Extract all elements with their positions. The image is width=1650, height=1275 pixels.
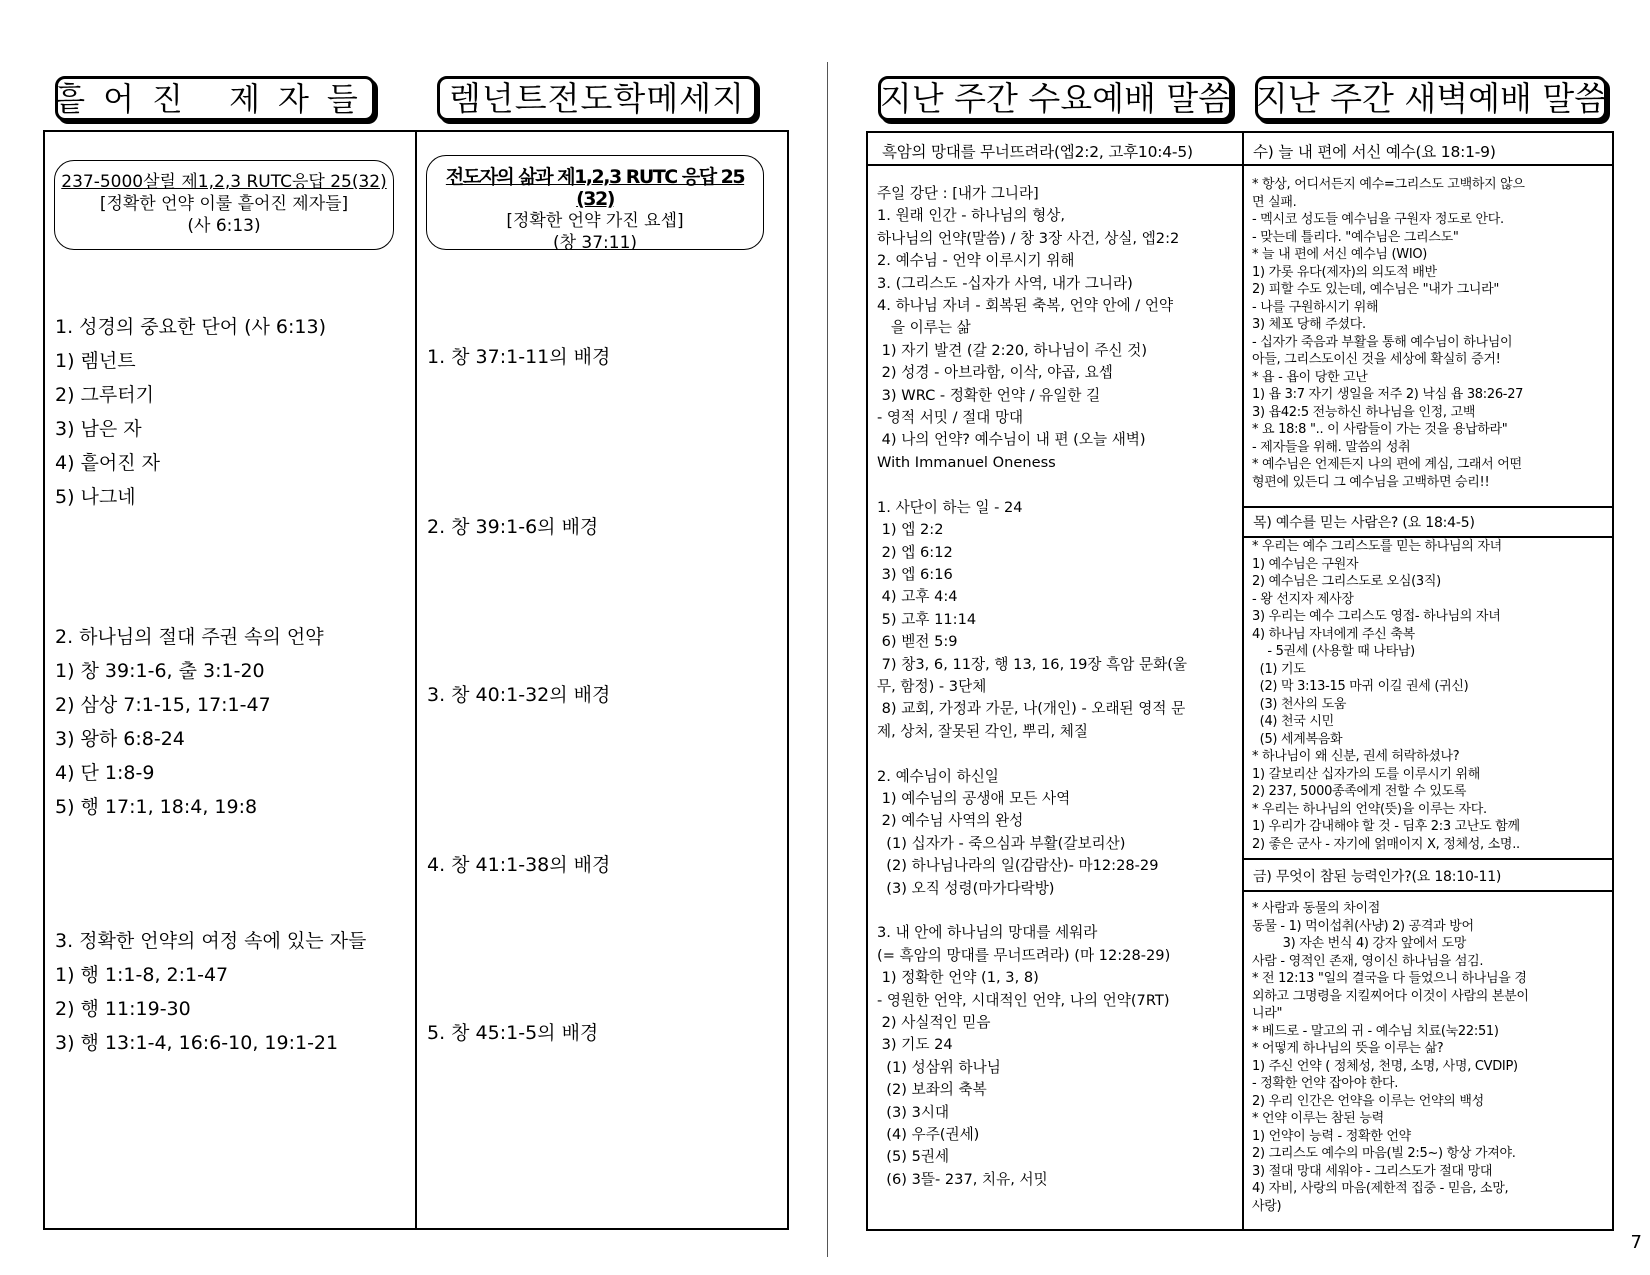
wed-sermon-line: (4) 우주(권세) (877, 1126, 980, 1144)
dawn-sec2-line: (3) 천사의 도움 (1252, 696, 1347, 712)
wed-sermon-line: 7) 창3, 6, 11장, 행 13, 16, 19장 흑암 문화(울 (877, 655, 1187, 673)
dawn-sec1-line: * 욥 - 욥이 당한 고난 (1252, 369, 1368, 385)
dawn-sec3-line: - 정확한 언약 잡아야 한다. (1252, 1076, 1399, 1091)
wed-sermon-line: 2) 사실적인 믿음 (877, 1014, 991, 1032)
remnant-outline-item: 5. 창 45:1-5의 배경 (427, 1022, 599, 1044)
wed-sermon-line: (2) 하나님나라의 일(감람산)- 마12:28-29 (877, 857, 1159, 875)
scattered-outline-item: 3) 남은 자 (55, 418, 142, 440)
wed-sermon-line: 2) 성경 - 아브라함, 이삭, 야곱, 요셉 (877, 364, 1113, 382)
dawn-sec2-line: 4) 하나님 자녀에게 주신 축복 (1252, 626, 1415, 642)
wed-sermon-line: 3) WRC - 정확한 언약 / 유일한 길 (877, 386, 1101, 404)
wed-sermon-line: 3. 내 안에 하나님의 망대를 세워라 (877, 924, 1098, 942)
wed-sermon-body (877, 183, 1237, 1191)
wed-sermon-line: With Immanuel Oneness (877, 453, 1056, 471)
dawn-sec1-line: * 항상, 어디서든지 예수=그리스도 고백하지 않으 (1252, 177, 1525, 192)
dawn-sec3-line: * 언약 이루는 참된 능력 (1252, 1111, 1384, 1126)
title-dawn-sermon (1255, 76, 1607, 121)
left-panel-divider (415, 130, 417, 1230)
wed-sermon-line: (6) 3뜰- 237, 치유, 서밋 (877, 1170, 1048, 1188)
dawn-sec2-line: 1) 우리가 감내해야 할 것 - 딤후 2:3 고난도 함께 (1252, 819, 1520, 834)
dawn-sec3-line: 사랑) (1252, 1198, 1282, 1214)
wed-sermon-line: 주일 강단 : [내가 그니라] (877, 185, 1039, 202)
wed-sermon-line (877, 743, 1237, 765)
dawn-sec3-line: 3) 자손 번식 4) 강자 앞에서 도망 (1252, 936, 1466, 951)
page-number: 7 (1630, 1232, 1642, 1253)
scattered-outline-item: 1) 렘넌트 (55, 350, 136, 372)
scattered-outline-item: 2) 그루터기 (55, 384, 154, 406)
wed-sermon-line: (2) 보좌의 축복 (877, 1081, 987, 1099)
dawn-sec1-line: - 십자가 죽음과 부활을 통해 예수님이 하나님이 (1252, 334, 1513, 350)
wed-sermon-line: 3) 엡 6:16 (877, 565, 953, 583)
remnant-outline-item: 2. 창 39:1-6의 배경 (427, 516, 599, 538)
wed-sermon-line: 1) 정확한 언약 (1, 3, 8) (877, 969, 1039, 987)
dawn-sec1-line: 2) 피할 수도 있는데, 예수님은 "내가 그니라" (1252, 282, 1500, 297)
dawn-sec1-header: 수) 늘 내 편에 서신 예수(요 18:1-9) (1253, 143, 1496, 161)
title-scattered-disciples (55, 76, 375, 121)
dawn-sec2-body (1252, 538, 1608, 853)
wed-sermon-line: 을 이루는 삶 (877, 319, 971, 337)
dawn-sec2-top-rule (1242, 506, 1614, 508)
wed-sermon-line: 1. 원래 인간 - 하나님의 형상, (877, 207, 1066, 225)
dawn-sec3-line: 3) 절대 망대 세워야 - 그리스도가 절대 망대 (1252, 1163, 1493, 1179)
wed-sermon-line: (5) 5권세 (877, 1148, 950, 1166)
dawn-sec1-line: 1) 욥 3:7 자기 생일을 저주 2) 낙심 욥 38:26-27 (1252, 387, 1524, 402)
wed-sermon-line: (1) 십자가 - 죽으심과 부활(갈보리산) (877, 834, 1126, 852)
remnant-outline-item: 4. 창 41:1-38의 배경 (427, 854, 611, 876)
dawn-sec3-line: 외하고 그명령을 지킬찌어다 이것이 사람의 본분이 (1252, 988, 1529, 1004)
dawn-sec1-line: 3) 욥42:5 전능하신 하나님을 인정, 고백 (1252, 404, 1476, 420)
remnant-topic-box (426, 155, 764, 253)
remnant-outline-item: 3. 창 40:1-32의 배경 (427, 684, 611, 706)
scattered-outline-item: 5) 나그네 (55, 486, 136, 508)
scattered-topic-line3: (사 6:13) (187, 216, 261, 236)
wed-sermon-line: - 영원한 언약, 시대적인 언약, 나의 언약(7RT) (877, 991, 1170, 1009)
dawn-sec2-line: - 왕 선지자 제사장 (1252, 591, 1354, 607)
page-fold-divider (827, 62, 828, 1257)
wed-sermon-line: 2) 예수님 사역의 완성 (877, 812, 1024, 830)
wed-sermon-header: 흑암의 망대를 무너뜨려라(엡2:2, 고후10:4-5) (882, 143, 1193, 161)
dawn-sec3-line: 사람 - 영적인 존재, 영이신 하나님을 섬김. (1252, 953, 1484, 969)
scattered-outline-item: 1) 창 39:1-6, 출 3:1-20 (55, 660, 265, 682)
wed-sermon-line: 5) 고후 11:14 (877, 610, 977, 628)
wed-sermon-line (877, 900, 1237, 922)
wed-sermon-line: (1) 성삼위 하나님 (877, 1058, 1001, 1076)
remnant-topic-line3: (창 37:11) (552, 233, 638, 253)
wed-sermon-line: (= 흑암의 망대를 무너뜨려라) (마 12:28-29) (877, 946, 1171, 964)
title-scattered-text: 흩어진 제자들 (54, 79, 376, 118)
dawn-sec2-line: 1) 갈보리산 십자가의 도를 이루시기 위해 (1252, 766, 1481, 782)
wed-sermon-line: 3) 기도 24 (877, 1036, 953, 1054)
dawn-sec1-line: - 제자들을 위해. 말씀의 성취 (1252, 439, 1411, 455)
wed-sermon-line: - 영적 서밋 / 절대 망대 (877, 409, 1024, 427)
scattered-outline-item: 3) 왕하 6:8-24 (55, 728, 185, 750)
dawn-sec1-line: 3) 체포 당해 주셨다. (1252, 317, 1366, 332)
scattered-outline-item: 3. 정확한 언약의 여정 속에 있는 자들 (55, 930, 367, 952)
dawn-sec3-header: 금) 무엇이 참된 능력인가?(요 18:10-11) (1253, 869, 1502, 885)
wed-sermon-line: 제, 상처, 잘못된 각인, 뿌리, 체질 (877, 722, 1088, 740)
dawn-sec1-body (1252, 176, 1608, 491)
dawn-sec3-line: * 전 12:13 "일의 결국을 다 들었으니 하나님을 경 (1252, 971, 1527, 986)
scattered-outline-item: 1) 행 1:1-8, 2:1-47 (55, 964, 229, 986)
wed-sermon-line: 4) 나의 언약? 예수님이 내 편 (오늘 새벽) (877, 431, 1146, 449)
scattered-outline-item: 1. 성경의 중요한 단어 (사 6:13) (55, 316, 327, 338)
dawn-sec1-rule (1242, 164, 1614, 166)
dawn-sec1-line: - 멕시코 성도들 예수님을 구원자 정도로 안다. (1252, 212, 1504, 227)
wed-sermon-line: 4. 하나님 자녀 - 회복된 축복, 언약 안에 / 언약 (877, 297, 1174, 315)
dawn-sec3-top-rule (1242, 858, 1614, 860)
dawn-sec2-line: * 우리는 하나님의 언약(뜻)을 이루는 자다. (1252, 801, 1487, 817)
wed-sermon-line: 8) 교회, 가정과 가문, 나(개인) - 오래된 영적 문 (877, 700, 1186, 718)
dawn-sec3-body (1252, 900, 1608, 1215)
dawn-sec1-line: 아들, 그리스도이신 것을 세상에 확실히 증거! (1252, 352, 1501, 367)
scattered-outline-item: 2. 하나님의 절대 주권 속의 언약 (55, 626, 324, 648)
wed-sermon-line: 무, 함정) - 3단체 (877, 677, 987, 695)
dawn-sec2-line: - 5권세 (사용할 때 나타남) (1252, 644, 1415, 659)
title-remnant-message (437, 76, 757, 121)
dawn-sec1-line: - 맞는데 틀리다. "예수님은 그리스도" (1252, 229, 1459, 245)
scattered-outline-item: 3) 행 13:1-4, 16:6-10, 19:1-21 (55, 1032, 339, 1054)
scattered-outline-item: 2) 행 11:19-30 (55, 998, 191, 1020)
right-panel-divider (1242, 131, 1244, 1231)
dawn-sec3-line: 1) 주신 언약 ( 정체성, 천명, 소명, 사명, CVDIP) (1252, 1058, 1518, 1074)
remnant-topic-line2: [정확한 언약 가진 요셉] (506, 211, 684, 231)
dawn-sec3-line: 4) 자비, 사랑의 마음(제한적 집중 - 믿음, 소망, (1252, 1181, 1509, 1196)
scattered-topic-line2: [정확한 언약 이룰 흩어진 제자들] (99, 194, 349, 214)
dawn-sec1-line: 면 실패. (1252, 194, 1297, 210)
scattered-outline-item: 4) 흩어진 자 (55, 452, 160, 474)
dawn-sec2-line: 1) 예수님은 구원자 (1252, 556, 1359, 572)
scattered-topic-box (54, 160, 394, 250)
wed-sermon-line: 3. (그리스도 -십자가 사역, 내가 그니라) (877, 274, 1133, 292)
title-wednesday-text: 지난 주간 수요예배 말씀 (879, 79, 1231, 118)
wed-sermon-line (877, 474, 1237, 496)
dawn-sec1-line: 형편에 있든디 그 예수님을 고백하면 승리!! (1252, 474, 1490, 490)
dawn-sec3-header-rule (1242, 890, 1614, 892)
dawn-sec2-line: 2) 예수님은 그리스도로 오심(3직) (1252, 574, 1441, 589)
remnant-outline-item: 1. 창 37:1-11의 배경 (427, 346, 611, 368)
dawn-sec2-line: 3) 우리는 예수 그리스도 영접- 하나님의 자녀 (1252, 609, 1501, 624)
dawn-sec1-line: - 나를 구원하시기 위해 (1252, 299, 1379, 315)
wed-sermon-line: 하나님의 언약(말씀) / 창 3장 사건, 상실, 엡2:2 (877, 229, 1180, 247)
scattered-outline-item: 2) 삼상 7:1-15, 17:1-47 (55, 694, 271, 716)
dawn-sec2-line: * 하나님이 왜 신분, 권세 허락하셨나? (1252, 749, 1460, 764)
dawn-sec3-line: 1) 언약이 능력 - 정확한 언약 (1252, 1128, 1411, 1144)
dawn-sec2-line: 2) 237, 5000종족에게 전할 수 있도록 (1252, 784, 1467, 799)
wed-sermon-line: 4) 고후 4:4 (877, 588, 958, 606)
dawn-sec2-header: 목) 예수를 믿는 사람은? (요 18:4-5) (1253, 515, 1475, 531)
dawn-sec3-line: 니라" (1252, 1006, 1283, 1021)
dawn-sec3-line: * 베드로 - 말고의 귀 - 예수님 치료(눅22:51) (1252, 1023, 1499, 1039)
wed-sermon-line: (3) 3시대 (877, 1103, 950, 1121)
dawn-sec3-line: 2) 우리 인간은 언약을 이루는 언약의 백성 (1252, 1093, 1484, 1109)
scattered-topic-line1: 237-5000살릴 제1,2,3 RUTC응답 25(32) (61, 172, 387, 192)
wed-sermon-line: 6) 벧전 5:9 (877, 633, 958, 651)
dawn-sec3-line: 2) 그리스도 예수의 마음(빌 2:5~) 항상 가져야. (1252, 1146, 1516, 1161)
wed-sermon-line: 1) 자기 발견 (갈 2:20, 하나님이 주신 것) (877, 341, 1148, 359)
dawn-sec1-line: * 요 18:8 ".. 이 사람들이 가는 것을 용납하라" (1252, 422, 1508, 437)
wed-sermon-line: 1. 사단이 하는 일 - 24 (877, 498, 1023, 516)
dawn-sec1-line: * 예수님은 언제든지 나의 편에 계심, 그래서 어떤 (1252, 457, 1522, 472)
dawn-sec2-line: (1) 기도 (1252, 661, 1306, 677)
dawn-sec2-line: * 우리는 예수 그리스도를 믿는 하나님의 자녀 (1252, 539, 1502, 554)
title-remnant-text: 렘넌트전도학메세지 (449, 79, 745, 118)
wed-sermon-line: 1) 엡 2:2 (877, 521, 944, 539)
wed-sermon-line: (3) 오직 성령(마가다락방) (877, 879, 1055, 897)
remnant-topic-line1: 전도자의 삶과 제1,2,3 RUTC 응답 25 (32) (445, 166, 745, 210)
wed-sermon-line: 2. 예수님 - 언약 이루시기 위해 (877, 252, 1075, 270)
dawn-sec2-line: (4) 천국 시민 (1252, 714, 1334, 729)
dawn-sec3-line: 동물 - 1) 먹이섭취(사냥) 2) 공격과 방어 (1252, 918, 1474, 934)
dawn-sec3-line: * 어떻게 하나님의 뜻을 이루는 삶? (1252, 1041, 1444, 1056)
scattered-outline-item: 4) 단 1:8-9 (55, 762, 155, 784)
dawn-sec1-line: * 늘 내 편에 서신 예수님 (WIO) (1252, 247, 1428, 262)
dawn-sec3-line: * 사람과 동물의 차이점 (1252, 901, 1381, 916)
title-dawn-text: 지난 주간 새벽예배 말씀 (1255, 79, 1607, 118)
wed-sermon-line: 2. 예수님이 하신일 (877, 767, 999, 785)
dawn-sec1-line: 1) 가롯 유다(제자)의 의도적 배반 (1252, 264, 1437, 280)
wed-sermon-line: 1) 예수님의 공생애 모든 사역 (877, 789, 1071, 807)
dawn-sec2-line: 2) 좋은 군사 - 자기에 얽매이지 X, 정체성, 소명.. (1252, 836, 1520, 852)
dawn-sec2-line: (5) 세계복음화 (1252, 731, 1343, 747)
scattered-outline-item: 5) 행 17:1, 18:4, 19:8 (55, 796, 258, 818)
dawn-sec2-line: (2) 막 3:13-15 마귀 이길 권세 (귀신) (1252, 679, 1469, 694)
title-wednesday-sermon (878, 76, 1232, 121)
wed-header-rule (866, 164, 1242, 166)
wed-sermon-line: 2) 엡 6:12 (877, 543, 953, 561)
